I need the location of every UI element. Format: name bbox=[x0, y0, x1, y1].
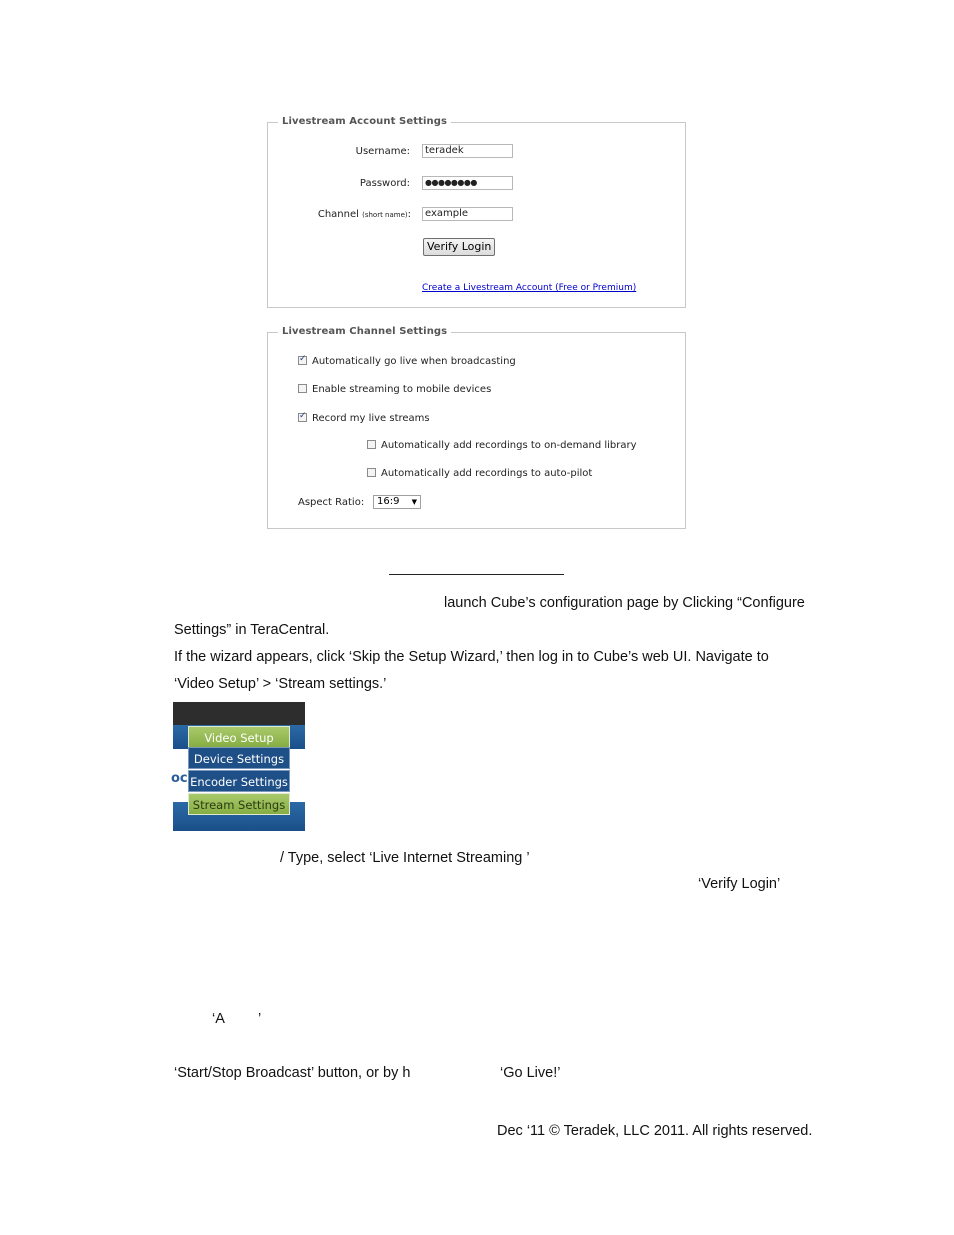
mobile-streaming-label: Enable streaming to mobile devices bbox=[312, 384, 492, 395]
create-account-link[interactable]: Create a Livestream Account (Free or Premium) bbox=[422, 283, 637, 293]
menu-screenshot bbox=[173, 702, 305, 831]
add-to-library-checkbox[interactable] bbox=[367, 440, 376, 449]
chevron-down-icon: ▼ bbox=[411, 498, 417, 506]
channel-label: Channel (short name): bbox=[317, 209, 411, 220]
username-input[interactable]: teradek bbox=[422, 144, 513, 158]
instruction-line-7b: ’ bbox=[258, 1011, 262, 1027]
menu-top-bar bbox=[173, 702, 305, 725]
channel-label-text: Channel bbox=[317, 209, 359, 220]
instruction-line-6: ‘Verify Login’ bbox=[698, 876, 781, 892]
menu-item-stream-settings[interactable]: Stream Settings bbox=[188, 793, 290, 815]
menu-item-encoder-settings[interactable]: Encoder Settings bbox=[188, 770, 290, 792]
instruction-line-7a: ‘A bbox=[212, 1011, 225, 1027]
auto-go-live-checkbox[interactable] bbox=[298, 356, 307, 365]
instruction-line-5: / Type, select ‘Live Internet Streaming ’ bbox=[280, 850, 530, 866]
password-input[interactable]: ●●●●●●●● bbox=[422, 176, 513, 190]
verify-login-button[interactable]: Verify Login bbox=[423, 238, 495, 256]
instruction-line-4: ‘Video Setup’ > ‘Stream settings.’ bbox=[174, 676, 387, 692]
instruction-line-8b: ‘Go Live!’ bbox=[500, 1065, 561, 1081]
add-to-autopilot-checkbox[interactable] bbox=[367, 468, 376, 477]
aspect-ratio-value: 16:9 bbox=[377, 496, 400, 507]
record-streams-label: Record my live streams bbox=[312, 413, 430, 424]
channel-input[interactable]: example bbox=[422, 207, 513, 221]
aspect-ratio-select[interactable] bbox=[373, 495, 421, 509]
instruction-line-3: If the wizard appears, click ‘Skip the Setup Wizard,’ then log in to Cube’s web UI. Navigate to bbox=[174, 649, 769, 665]
partial-text: oc bbox=[171, 771, 188, 786]
footer-copyright: Dec ‘11 © Teradek, LLC 2011. All rights reserved. bbox=[497, 1123, 813, 1139]
instruction-line-8a: ‘Start/Stop Broadcast’ button, or by h bbox=[174, 1065, 411, 1081]
record-streams-checkbox[interactable] bbox=[298, 413, 307, 422]
auto-go-live-label: Automatically go live when broadcasting bbox=[312, 356, 516, 367]
add-to-library-label: Automatically add recordings to on-demand library bbox=[381, 440, 637, 451]
channel-settings-legend: Livestream Channel Settings bbox=[278, 326, 451, 337]
mobile-streaming-checkbox[interactable] bbox=[298, 384, 307, 393]
instruction-line-1: launch Cube’s configuration page by Clicking “Configure bbox=[444, 595, 805, 611]
channel-label-sub: (short name) bbox=[362, 211, 408, 219]
instruction-line-2: Settings” in TeraCentral. bbox=[174, 622, 330, 638]
username-label: Username: bbox=[355, 146, 410, 157]
account-settings-legend: Livestream Account Settings bbox=[278, 116, 451, 127]
divider-line bbox=[389, 574, 564, 575]
add-to-autopilot-label: Automatically add recordings to auto-pilot bbox=[381, 468, 593, 479]
menu-item-video-setup[interactable]: Video Setup bbox=[188, 726, 290, 748]
aspect-ratio-label: Aspect Ratio: bbox=[298, 497, 365, 508]
menu-item-device-settings[interactable]: Device Settings bbox=[188, 747, 290, 769]
password-label: Password: bbox=[359, 178, 410, 189]
